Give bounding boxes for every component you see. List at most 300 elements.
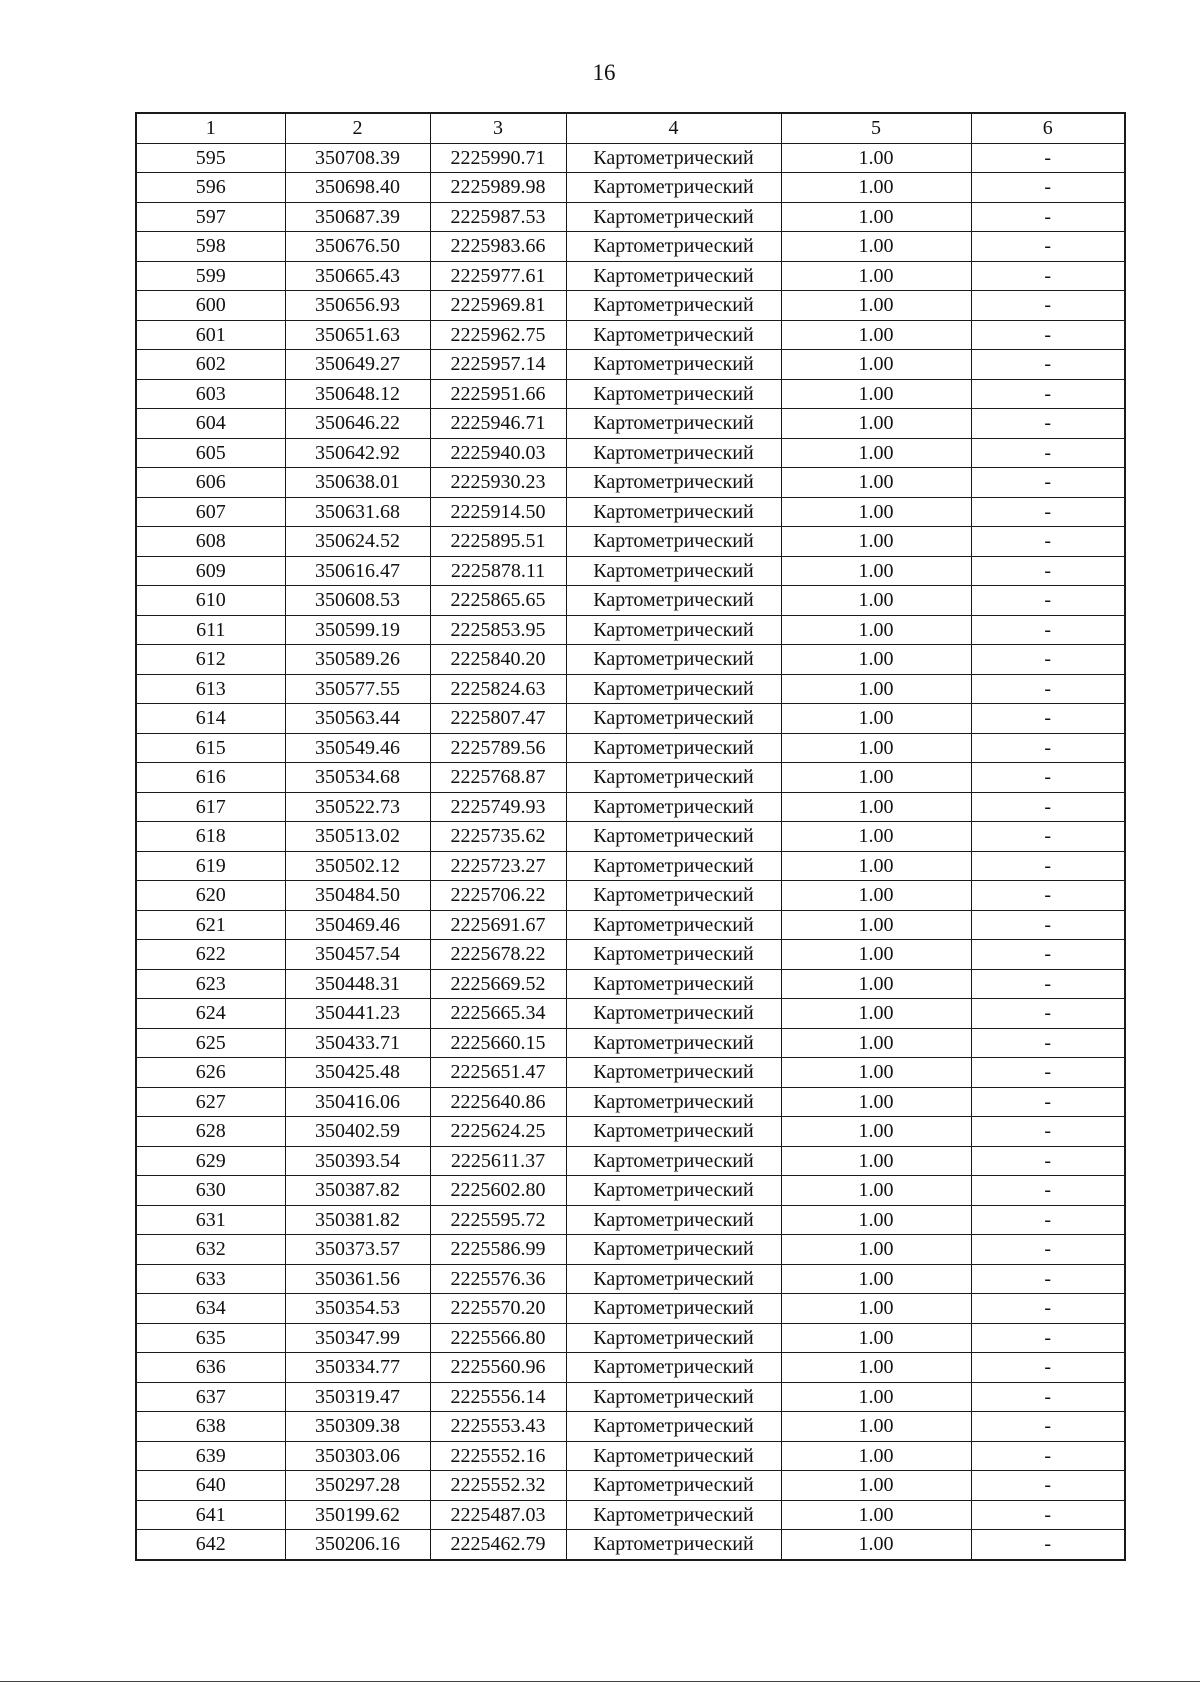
note-cell: - [971, 674, 1125, 704]
accuracy-cell: 1.00 [781, 969, 971, 999]
method-cell: Картометрический [566, 261, 781, 291]
method-cell: Картометрический [566, 173, 781, 203]
point-number-cell: 641 [136, 1500, 285, 1530]
method-cell: Картометрический [566, 1353, 781, 1383]
method-cell: Картометрический [566, 733, 781, 763]
point-number-cell: 611 [136, 615, 285, 645]
point-number-cell: 638 [136, 1412, 285, 1442]
y-coordinate-cell: 2225566.80 [430, 1323, 566, 1353]
y-coordinate-cell: 2225611.37 [430, 1146, 566, 1176]
y-coordinate-cell: 2225602.80 [430, 1176, 566, 1206]
point-number-cell: 604 [136, 409, 285, 439]
method-cell: Картометрический [566, 645, 781, 675]
accuracy-cell: 1.00 [781, 202, 971, 232]
x-coordinate-cell: 350646.22 [285, 409, 430, 439]
method-cell: Картометрический [566, 143, 781, 173]
note-cell: - [971, 527, 1125, 557]
method-cell: Картометрический [566, 1205, 781, 1235]
point-number-cell: 603 [136, 379, 285, 409]
point-number-cell: 595 [136, 143, 285, 173]
point-number-cell: 621 [136, 910, 285, 940]
point-number-cell: 602 [136, 350, 285, 380]
point-number-cell: 599 [136, 261, 285, 291]
y-coordinate-cell: 2225878.11 [430, 556, 566, 586]
note-cell: - [971, 438, 1125, 468]
method-cell: Картометрический [566, 1235, 781, 1265]
y-coordinate-cell: 2225706.22 [430, 881, 566, 911]
column-header: 2 [285, 113, 430, 143]
point-number-cell: 635 [136, 1323, 285, 1353]
note-cell: - [971, 881, 1125, 911]
method-cell: Картометрический [566, 379, 781, 409]
point-number-cell: 634 [136, 1294, 285, 1324]
x-coordinate-cell: 350387.82 [285, 1176, 430, 1206]
method-cell: Картометрический [566, 1323, 781, 1353]
point-number-cell: 642 [136, 1530, 285, 1560]
note-cell: - [971, 1264, 1125, 1294]
method-cell: Картометрический [566, 940, 781, 970]
point-number-cell: 596 [136, 173, 285, 203]
x-coordinate-cell: 350624.52 [285, 527, 430, 557]
y-coordinate-cell: 2225462.79 [430, 1530, 566, 1560]
method-cell: Картометрический [566, 1382, 781, 1412]
x-coordinate-cell: 350402.59 [285, 1117, 430, 1147]
note-cell: - [971, 409, 1125, 439]
column-header: 3 [430, 113, 566, 143]
accuracy-cell: 1.00 [781, 1382, 971, 1412]
y-coordinate-cell: 2225840.20 [430, 645, 566, 675]
accuracy-cell: 1.00 [781, 350, 971, 380]
method-cell: Картометрический [566, 586, 781, 616]
table-row [136, 1205, 1125, 1235]
accuracy-cell: 1.00 [781, 379, 971, 409]
note-cell: - [971, 261, 1125, 291]
point-number-cell: 628 [136, 1117, 285, 1147]
table-row [136, 143, 1125, 173]
y-coordinate-cell: 2225723.27 [430, 851, 566, 881]
x-coordinate-cell: 350347.99 [285, 1323, 430, 1353]
accuracy-cell: 1.00 [781, 1117, 971, 1147]
method-cell: Картометрический [566, 1087, 781, 1117]
note-cell: - [971, 1382, 1125, 1412]
table-row [136, 1235, 1125, 1265]
note-cell: - [971, 1146, 1125, 1176]
accuracy-cell: 1.00 [781, 173, 971, 203]
note-cell: - [971, 733, 1125, 763]
x-coordinate-cell: 350656.93 [285, 291, 430, 321]
accuracy-cell: 1.00 [781, 497, 971, 527]
x-coordinate-cell: 350354.53 [285, 1294, 430, 1324]
method-cell: Картометрический [566, 674, 781, 704]
y-coordinate-cell: 2225989.98 [430, 173, 566, 203]
y-coordinate-cell: 2225651.47 [430, 1058, 566, 1088]
y-coordinate-cell: 2225660.15 [430, 1028, 566, 1058]
table-header-row [136, 113, 1125, 143]
method-cell: Картометрический [566, 615, 781, 645]
method-cell: Картометрический [566, 792, 781, 822]
method-cell: Картометрический [566, 320, 781, 350]
table-row [136, 674, 1125, 704]
table-row [136, 1441, 1125, 1471]
point-number-cell: 623 [136, 969, 285, 999]
point-number-cell: 617 [136, 792, 285, 822]
point-number-cell: 627 [136, 1087, 285, 1117]
y-coordinate-cell: 2225735.62 [430, 822, 566, 852]
method-cell: Картометрический [566, 527, 781, 557]
method-cell: Картометрический [566, 969, 781, 999]
table-row [136, 940, 1125, 970]
x-coordinate-cell: 350522.73 [285, 792, 430, 822]
point-number-cell: 622 [136, 940, 285, 970]
accuracy-cell: 1.00 [781, 261, 971, 291]
point-number-cell: 618 [136, 822, 285, 852]
method-cell: Картометрический [566, 350, 781, 380]
x-coordinate-cell: 350199.62 [285, 1500, 430, 1530]
x-coordinate-cell: 350648.12 [285, 379, 430, 409]
method-cell: Картометрический [566, 232, 781, 262]
accuracy-cell: 1.00 [781, 1264, 971, 1294]
note-cell: - [971, 1441, 1125, 1471]
accuracy-cell: 1.00 [781, 645, 971, 675]
note-cell: - [971, 350, 1125, 380]
accuracy-cell: 1.00 [781, 320, 971, 350]
y-coordinate-cell: 2225930.23 [430, 468, 566, 498]
accuracy-cell: 1.00 [781, 792, 971, 822]
x-coordinate-cell: 350309.38 [285, 1412, 430, 1442]
accuracy-cell: 1.00 [781, 822, 971, 852]
table-row [136, 438, 1125, 468]
table-row [136, 1382, 1125, 1412]
table-row [136, 1087, 1125, 1117]
table-row [136, 733, 1125, 763]
y-coordinate-cell: 2225940.03 [430, 438, 566, 468]
table-body [136, 143, 1125, 1560]
accuracy-cell: 1.00 [781, 1087, 971, 1117]
y-coordinate-cell: 2225865.65 [430, 586, 566, 616]
table-row [136, 1471, 1125, 1501]
table-row [136, 1294, 1125, 1324]
table-row [136, 291, 1125, 321]
y-coordinate-cell: 2225552.16 [430, 1441, 566, 1471]
note-cell: - [971, 763, 1125, 793]
y-coordinate-cell: 2225957.14 [430, 350, 566, 380]
note-cell: - [971, 1087, 1125, 1117]
column-header: 5 [781, 113, 971, 143]
method-cell: Картометрический [566, 1146, 781, 1176]
x-coordinate-cell: 350334.77 [285, 1353, 430, 1383]
y-coordinate-cell: 2225951.66 [430, 379, 566, 409]
table-row [136, 910, 1125, 940]
method-cell: Картометрический [566, 291, 781, 321]
page-bottom-rule [0, 1681, 1200, 1682]
method-cell: Картометрический [566, 1058, 781, 1088]
accuracy-cell: 1.00 [781, 586, 971, 616]
y-coordinate-cell: 2225824.63 [430, 674, 566, 704]
y-coordinate-cell: 2225640.86 [430, 1087, 566, 1117]
note-cell: - [971, 202, 1125, 232]
table-row [136, 1264, 1125, 1294]
point-number-cell: 615 [136, 733, 285, 763]
x-coordinate-cell: 350513.02 [285, 822, 430, 852]
point-number-cell: 610 [136, 586, 285, 616]
y-coordinate-cell: 2225669.52 [430, 969, 566, 999]
table-row [136, 822, 1125, 852]
note-cell: - [971, 1294, 1125, 1324]
accuracy-cell: 1.00 [781, 1146, 971, 1176]
table-row [136, 556, 1125, 586]
point-number-cell: 631 [136, 1205, 285, 1235]
y-coordinate-cell: 2225962.75 [430, 320, 566, 350]
point-number-cell: 636 [136, 1353, 285, 1383]
y-coordinate-cell: 2225553.43 [430, 1412, 566, 1442]
accuracy-cell: 1.00 [781, 881, 971, 911]
x-coordinate-cell: 350608.53 [285, 586, 430, 616]
method-cell: Картометрический [566, 1028, 781, 1058]
table-row [136, 468, 1125, 498]
accuracy-cell: 1.00 [781, 527, 971, 557]
point-number-cell: 625 [136, 1028, 285, 1058]
accuracy-cell: 1.00 [781, 1412, 971, 1442]
x-coordinate-cell: 350381.82 [285, 1205, 430, 1235]
x-coordinate-cell: 350469.46 [285, 910, 430, 940]
method-cell: Картометрический [566, 822, 781, 852]
column-header: 6 [971, 113, 1125, 143]
accuracy-cell: 1.00 [781, 143, 971, 173]
method-cell: Картометрический [566, 409, 781, 439]
table-row [136, 232, 1125, 262]
y-coordinate-cell: 2225570.20 [430, 1294, 566, 1324]
x-coordinate-cell: 350589.26 [285, 645, 430, 675]
point-number-cell: 607 [136, 497, 285, 527]
y-coordinate-cell: 2225487.03 [430, 1500, 566, 1530]
accuracy-cell: 1.00 [781, 409, 971, 439]
method-cell: Картометрический [566, 556, 781, 586]
point-number-cell: 629 [136, 1146, 285, 1176]
table-row [136, 1353, 1125, 1383]
note-cell: - [971, 143, 1125, 173]
point-number-cell: 626 [136, 1058, 285, 1088]
table-row [136, 586, 1125, 616]
table-row [136, 704, 1125, 734]
accuracy-cell: 1.00 [781, 940, 971, 970]
x-coordinate-cell: 350599.19 [285, 615, 430, 645]
point-number-cell: 597 [136, 202, 285, 232]
page-number: 16 [592, 60, 616, 85]
y-coordinate-cell: 2225560.96 [430, 1353, 566, 1383]
table-row [136, 1530, 1125, 1560]
x-coordinate-cell: 350361.56 [285, 1264, 430, 1294]
accuracy-cell: 1.00 [781, 674, 971, 704]
x-coordinate-cell: 350708.39 [285, 143, 430, 173]
method-cell: Картометрический [566, 468, 781, 498]
y-coordinate-cell: 2225914.50 [430, 497, 566, 527]
note-cell: - [971, 379, 1125, 409]
x-coordinate-cell: 350534.68 [285, 763, 430, 793]
point-number-cell: 601 [136, 320, 285, 350]
x-coordinate-cell: 350642.92 [285, 438, 430, 468]
x-coordinate-cell: 350651.63 [285, 320, 430, 350]
table-row [136, 1500, 1125, 1530]
method-cell: Картометрический [566, 1294, 781, 1324]
x-coordinate-cell: 350577.55 [285, 674, 430, 704]
table-row [136, 527, 1125, 557]
table-row [136, 1028, 1125, 1058]
x-coordinate-cell: 350425.48 [285, 1058, 430, 1088]
table-row [136, 763, 1125, 793]
x-coordinate-cell: 350297.28 [285, 1471, 430, 1501]
note-cell: - [971, 1471, 1125, 1501]
point-number-cell: 633 [136, 1264, 285, 1294]
table-row [136, 202, 1125, 232]
x-coordinate-cell: 350457.54 [285, 940, 430, 970]
x-coordinate-cell: 350687.39 [285, 202, 430, 232]
accuracy-cell: 1.00 [781, 1235, 971, 1265]
accuracy-cell: 1.00 [781, 851, 971, 881]
y-coordinate-cell: 2225895.51 [430, 527, 566, 557]
y-coordinate-cell: 2225586.99 [430, 1235, 566, 1265]
method-cell: Картометрический [566, 851, 781, 881]
table-row [136, 261, 1125, 291]
point-number-cell: 620 [136, 881, 285, 911]
note-cell: - [971, 969, 1125, 999]
column-header: 1 [136, 113, 285, 143]
point-number-cell: 632 [136, 1235, 285, 1265]
note-cell: - [971, 822, 1125, 852]
note-cell: - [971, 645, 1125, 675]
x-coordinate-cell: 350206.16 [285, 1530, 430, 1560]
note-cell: - [971, 1205, 1125, 1235]
note-cell: - [971, 792, 1125, 822]
accuracy-cell: 1.00 [781, 1500, 971, 1530]
accuracy-cell: 1.00 [781, 615, 971, 645]
point-number-cell: 605 [136, 438, 285, 468]
note-cell: - [971, 940, 1125, 970]
table-row [136, 409, 1125, 439]
note-cell: - [971, 704, 1125, 734]
x-coordinate-cell: 350649.27 [285, 350, 430, 380]
y-coordinate-cell: 2225969.81 [430, 291, 566, 321]
table-row [136, 1412, 1125, 1442]
accuracy-cell: 1.00 [781, 1441, 971, 1471]
table-row [136, 999, 1125, 1029]
y-coordinate-cell: 2225556.14 [430, 1382, 566, 1412]
x-coordinate-cell: 350433.71 [285, 1028, 430, 1058]
x-coordinate-cell: 350665.43 [285, 261, 430, 291]
accuracy-cell: 1.00 [781, 733, 971, 763]
table-row [136, 320, 1125, 350]
point-number-cell: 609 [136, 556, 285, 586]
method-cell: Картометрический [566, 1117, 781, 1147]
accuracy-cell: 1.00 [781, 438, 971, 468]
note-cell: - [971, 232, 1125, 262]
table-row [136, 1058, 1125, 1088]
table-row [136, 379, 1125, 409]
accuracy-cell: 1.00 [781, 1323, 971, 1353]
x-coordinate-cell: 350698.40 [285, 173, 430, 203]
accuracy-cell: 1.00 [781, 1353, 971, 1383]
y-coordinate-cell: 2225990.71 [430, 143, 566, 173]
point-number-cell: 637 [136, 1382, 285, 1412]
method-cell: Картометрический [566, 497, 781, 527]
y-coordinate-cell: 2225977.61 [430, 261, 566, 291]
note-cell: - [971, 1176, 1125, 1206]
method-cell: Картометрический [566, 881, 781, 911]
table-row [136, 497, 1125, 527]
point-number-cell: 640 [136, 1471, 285, 1501]
accuracy-cell: 1.00 [781, 1176, 971, 1206]
note-cell: - [971, 468, 1125, 498]
point-number-cell: 606 [136, 468, 285, 498]
x-coordinate-cell: 350502.12 [285, 851, 430, 881]
accuracy-cell: 1.00 [781, 999, 971, 1029]
point-number-cell: 619 [136, 851, 285, 881]
note-cell: - [971, 910, 1125, 940]
y-coordinate-cell: 2225807.47 [430, 704, 566, 734]
x-coordinate-cell: 350638.01 [285, 468, 430, 498]
table-row [136, 615, 1125, 645]
table-row [136, 969, 1125, 999]
note-cell: - [971, 320, 1125, 350]
note-cell: - [971, 851, 1125, 881]
coordinates-table [135, 112, 1126, 1561]
accuracy-cell: 1.00 [781, 556, 971, 586]
note-cell: - [971, 615, 1125, 645]
x-coordinate-cell: 350319.47 [285, 1382, 430, 1412]
x-coordinate-cell: 350563.44 [285, 704, 430, 734]
note-cell: - [971, 1500, 1125, 1530]
y-coordinate-cell: 2225749.93 [430, 792, 566, 822]
accuracy-cell: 1.00 [781, 468, 971, 498]
method-cell: Картометрический [566, 1441, 781, 1471]
method-cell: Картометрический [566, 1264, 781, 1294]
x-coordinate-cell: 350549.46 [285, 733, 430, 763]
note-cell: - [971, 556, 1125, 586]
y-coordinate-cell: 2225552.32 [430, 1471, 566, 1501]
x-coordinate-cell: 350393.54 [285, 1146, 430, 1176]
x-coordinate-cell: 350441.23 [285, 999, 430, 1029]
y-coordinate-cell: 2225624.25 [430, 1117, 566, 1147]
note-cell: - [971, 173, 1125, 203]
table-row [136, 1117, 1125, 1147]
method-cell: Картометрический [566, 704, 781, 734]
y-coordinate-cell: 2225576.36 [430, 1264, 566, 1294]
method-cell: Картометрический [566, 1176, 781, 1206]
note-cell: - [971, 1323, 1125, 1353]
table-row [136, 881, 1125, 911]
note-cell: - [971, 291, 1125, 321]
note-cell: - [971, 1412, 1125, 1442]
accuracy-cell: 1.00 [781, 232, 971, 262]
point-number-cell: 630 [136, 1176, 285, 1206]
point-number-cell: 612 [136, 645, 285, 675]
x-coordinate-cell: 350484.50 [285, 881, 430, 911]
table-row [136, 1176, 1125, 1206]
table-row [136, 792, 1125, 822]
accuracy-cell: 1.00 [781, 704, 971, 734]
y-coordinate-cell: 2225595.72 [430, 1205, 566, 1235]
accuracy-cell: 1.00 [781, 1058, 971, 1088]
x-coordinate-cell: 350676.50 [285, 232, 430, 262]
x-coordinate-cell: 350373.57 [285, 1235, 430, 1265]
point-number-cell: 598 [136, 232, 285, 262]
note-cell: - [971, 497, 1125, 527]
point-number-cell: 608 [136, 527, 285, 557]
table-row [136, 1146, 1125, 1176]
y-coordinate-cell: 2225983.66 [430, 232, 566, 262]
y-coordinate-cell: 2225853.95 [430, 615, 566, 645]
x-coordinate-cell: 350416.06 [285, 1087, 430, 1117]
x-coordinate-cell: 350448.31 [285, 969, 430, 999]
